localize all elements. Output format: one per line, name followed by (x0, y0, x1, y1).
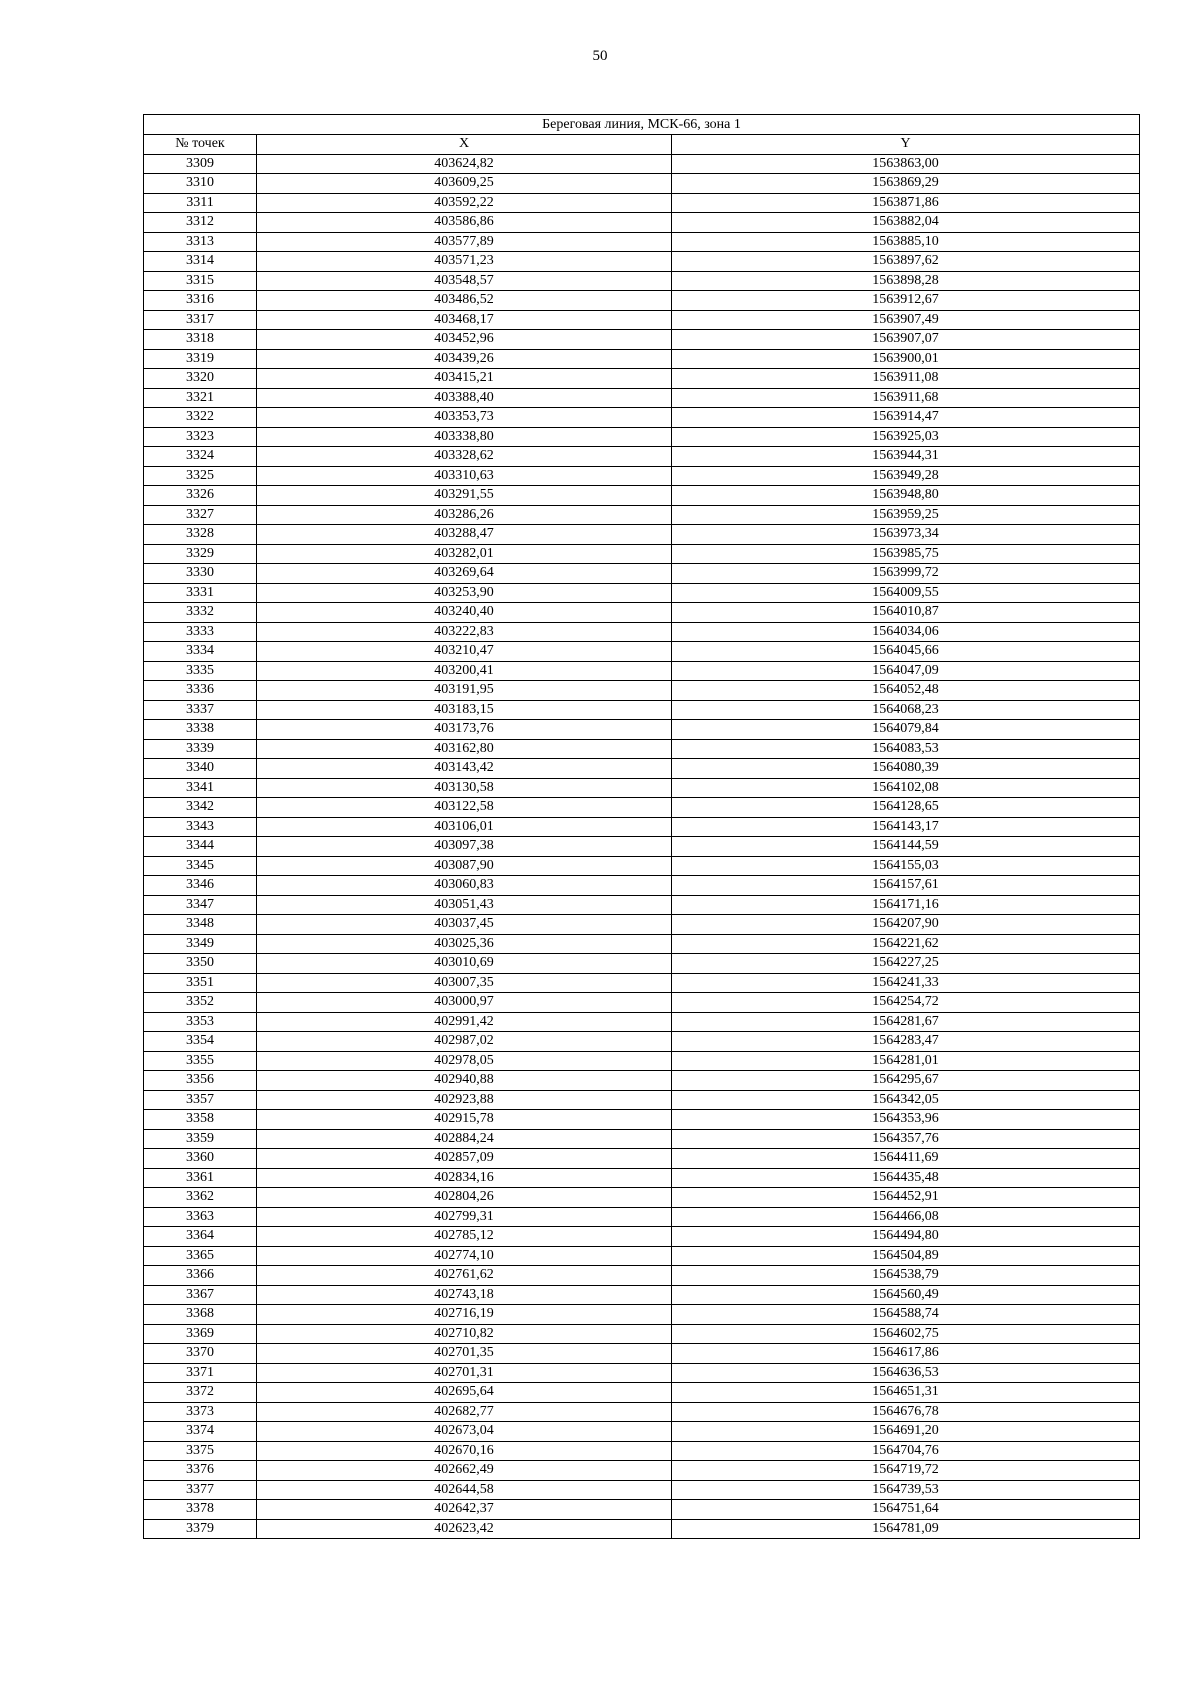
table-row (144, 154, 1140, 174)
x-coordinate-cell: 402785,12 (257, 1227, 672, 1247)
table-body (144, 154, 1140, 1539)
x-coordinate-cell: 402695,64 (257, 1383, 672, 1403)
x-coordinate-cell: 403353,73 (257, 408, 672, 428)
table-row (144, 232, 1140, 252)
y-coordinate-cell: 1564221,62 (672, 934, 1140, 954)
point-number-cell: 3313 (144, 232, 257, 252)
table-row (144, 1110, 1140, 1130)
x-coordinate-cell: 403240,40 (257, 603, 672, 623)
table-row (144, 349, 1140, 369)
y-coordinate-cell: 1564357,76 (672, 1129, 1140, 1149)
point-number-cell: 3343 (144, 817, 257, 837)
y-coordinate-cell: 1564452,91 (672, 1188, 1140, 1208)
x-coordinate-cell: 403122,58 (257, 798, 672, 818)
point-number-cell: 3339 (144, 739, 257, 759)
table-row (144, 1246, 1140, 1266)
table-row (144, 1441, 1140, 1461)
x-coordinate-cell: 403162,80 (257, 739, 672, 759)
y-coordinate-cell: 1564466,08 (672, 1207, 1140, 1227)
table-row (144, 934, 1140, 954)
y-coordinate-cell: 1564691,20 (672, 1422, 1140, 1442)
x-coordinate-cell: 403200,41 (257, 661, 672, 681)
point-number-cell: 3331 (144, 583, 257, 603)
y-coordinate-cell: 1563911,08 (672, 369, 1140, 389)
y-coordinate-cell: 1564207,90 (672, 915, 1140, 935)
table-row (144, 1149, 1140, 1169)
point-number-cell: 3369 (144, 1324, 257, 1344)
y-coordinate-cell: 1563973,34 (672, 525, 1140, 545)
x-coordinate-cell: 403097,38 (257, 837, 672, 857)
table-row (144, 720, 1140, 740)
point-number-cell: 3379 (144, 1519, 257, 1539)
x-coordinate-cell: 402940,88 (257, 1071, 672, 1091)
point-number-cell: 3346 (144, 876, 257, 896)
table-row (144, 193, 1140, 213)
point-number-cell: 3315 (144, 271, 257, 291)
table-row (144, 564, 1140, 584)
x-coordinate-cell: 403000,97 (257, 993, 672, 1013)
table-row (144, 1012, 1140, 1032)
table-row (144, 895, 1140, 915)
table-row (144, 1188, 1140, 1208)
y-coordinate-cell: 1564171,16 (672, 895, 1140, 915)
x-coordinate-cell: 402642,37 (257, 1500, 672, 1520)
x-coordinate-cell: 403328,62 (257, 447, 672, 467)
y-coordinate-cell: 1563898,28 (672, 271, 1140, 291)
y-coordinate-cell: 1563985,75 (672, 544, 1140, 564)
table-row (144, 174, 1140, 194)
point-number-cell: 3326 (144, 486, 257, 506)
table-row (144, 817, 1140, 837)
table-row (144, 1285, 1140, 1305)
table-row (144, 954, 1140, 974)
table-row (144, 427, 1140, 447)
y-coordinate-cell: 1564704,76 (672, 1441, 1140, 1461)
x-coordinate-cell: 402834,16 (257, 1168, 672, 1188)
x-coordinate-cell: 403282,01 (257, 544, 672, 564)
x-coordinate-cell: 403051,43 (257, 895, 672, 915)
point-number-cell: 3328 (144, 525, 257, 545)
y-coordinate-cell: 1564353,96 (672, 1110, 1140, 1130)
y-coordinate-cell: 1563949,28 (672, 466, 1140, 486)
point-number-cell: 3351 (144, 973, 257, 993)
point-number-cell: 3348 (144, 915, 257, 935)
y-coordinate-cell: 1564435,48 (672, 1168, 1140, 1188)
x-coordinate-cell: 403060,83 (257, 876, 672, 896)
point-number-cell: 3364 (144, 1227, 257, 1247)
x-coordinate-cell: 402987,02 (257, 1032, 672, 1052)
x-coordinate-cell: 402743,18 (257, 1285, 672, 1305)
point-number-cell: 3310 (144, 174, 257, 194)
x-coordinate-cell: 402804,26 (257, 1188, 672, 1208)
point-number-cell: 3333 (144, 622, 257, 642)
point-number-cell: 3350 (144, 954, 257, 974)
x-coordinate-cell: 403010,69 (257, 954, 672, 974)
point-number-cell: 3347 (144, 895, 257, 915)
x-coordinate-cell: 403338,80 (257, 427, 672, 447)
point-number-cell: 3371 (144, 1363, 257, 1383)
y-coordinate-cell: 1564009,55 (672, 583, 1140, 603)
y-coordinate-cell: 1563897,62 (672, 252, 1140, 272)
table-row (144, 1129, 1140, 1149)
x-coordinate-cell: 402978,05 (257, 1051, 672, 1071)
point-number-cell: 3319 (144, 349, 257, 369)
point-number-cell: 3370 (144, 1344, 257, 1364)
point-number-cell: 3309 (144, 154, 257, 174)
point-number-cell: 3342 (144, 798, 257, 818)
y-coordinate-cell: 1564047,09 (672, 661, 1140, 681)
x-coordinate-cell: 403210,47 (257, 642, 672, 662)
x-coordinate-cell: 403439,26 (257, 349, 672, 369)
point-number-cell: 3335 (144, 661, 257, 681)
x-coordinate-cell: 402716,19 (257, 1305, 672, 1325)
table-row (144, 583, 1140, 603)
page-number: 50 (592, 48, 608, 64)
y-coordinate-cell: 1564045,66 (672, 642, 1140, 662)
x-coordinate-cell: 402991,42 (257, 1012, 672, 1032)
x-coordinate-cell: 403007,35 (257, 973, 672, 993)
y-coordinate-cell: 1563944,31 (672, 447, 1140, 467)
point-number-cell: 3324 (144, 447, 257, 467)
y-coordinate-cell: 1563907,49 (672, 310, 1140, 330)
point-number-cell: 3322 (144, 408, 257, 428)
x-coordinate-cell: 402701,31 (257, 1363, 672, 1383)
table-row (144, 1383, 1140, 1403)
table-row (144, 856, 1140, 876)
y-coordinate-cell: 1564143,17 (672, 817, 1140, 837)
table-row (144, 291, 1140, 311)
x-coordinate-cell: 403577,89 (257, 232, 672, 252)
point-number-cell: 3352 (144, 993, 257, 1013)
point-number-cell: 3318 (144, 330, 257, 350)
point-number-cell: 3334 (144, 642, 257, 662)
x-coordinate-cell: 403609,25 (257, 174, 672, 194)
x-coordinate-cell: 403130,58 (257, 778, 672, 798)
x-coordinate-cell: 402884,24 (257, 1129, 672, 1149)
x-coordinate-cell: 403037,45 (257, 915, 672, 935)
y-coordinate-cell: 1563907,07 (672, 330, 1140, 350)
point-number-cell: 3359 (144, 1129, 257, 1149)
table-row (144, 466, 1140, 486)
x-coordinate-cell: 403286,26 (257, 505, 672, 525)
point-number-cell: 3357 (144, 1090, 257, 1110)
table-row (144, 1363, 1140, 1383)
table-row (144, 544, 1140, 564)
y-coordinate-cell: 1563999,72 (672, 564, 1140, 584)
y-coordinate-cell: 1564560,49 (672, 1285, 1140, 1305)
table-row (144, 681, 1140, 701)
table-row (144, 271, 1140, 291)
x-coordinate-cell: 403173,76 (257, 720, 672, 740)
y-coordinate-cell: 1564602,75 (672, 1324, 1140, 1344)
table-row (144, 1266, 1140, 1286)
x-coordinate-cell: 402774,10 (257, 1246, 672, 1266)
y-coordinate-cell: 1563948,80 (672, 486, 1140, 506)
point-number-cell: 3349 (144, 934, 257, 954)
x-coordinate-cell: 402857,09 (257, 1149, 672, 1169)
y-coordinate-cell: 1564010,87 (672, 603, 1140, 623)
x-coordinate-cell: 403222,83 (257, 622, 672, 642)
coordinates-table (143, 114, 1140, 1539)
point-number-cell: 3332 (144, 603, 257, 623)
x-coordinate-cell: 403571,23 (257, 252, 672, 272)
x-coordinate-cell: 403310,63 (257, 466, 672, 486)
y-coordinate-cell: 1563925,03 (672, 427, 1140, 447)
y-coordinate-cell: 1564254,72 (672, 993, 1140, 1013)
table-row (144, 661, 1140, 681)
y-coordinate-cell: 1564588,74 (672, 1305, 1140, 1325)
table-row (144, 1051, 1140, 1071)
table-row (144, 739, 1140, 759)
point-number-cell: 3353 (144, 1012, 257, 1032)
x-coordinate-cell: 402662,49 (257, 1461, 672, 1481)
table-row (144, 525, 1140, 545)
y-coordinate-cell: 1564283,47 (672, 1032, 1140, 1052)
x-coordinate-cell: 403253,90 (257, 583, 672, 603)
x-coordinate-cell: 402682,77 (257, 1402, 672, 1422)
y-coordinate-cell: 1564719,72 (672, 1461, 1140, 1481)
x-coordinate-cell: 403183,15 (257, 700, 672, 720)
point-number-cell: 3345 (144, 856, 257, 876)
table-row (144, 993, 1140, 1013)
x-coordinate-cell: 403269,64 (257, 564, 672, 584)
y-coordinate-cell: 1564739,53 (672, 1480, 1140, 1500)
table-row (144, 973, 1140, 993)
table-row (144, 1032, 1140, 1052)
y-coordinate-cell: 1564083,53 (672, 739, 1140, 759)
x-coordinate-cell: 402710,82 (257, 1324, 672, 1344)
table-row (144, 486, 1140, 506)
point-number-cell: 3327 (144, 505, 257, 525)
point-number-cell: 3329 (144, 544, 257, 564)
y-coordinate-cell: 1563911,68 (672, 388, 1140, 408)
point-number-cell: 3373 (144, 1402, 257, 1422)
y-coordinate-cell: 1564281,67 (672, 1012, 1140, 1032)
y-coordinate-cell: 1564781,09 (672, 1519, 1140, 1539)
table-row (144, 1500, 1140, 1520)
table-row (144, 1305, 1140, 1325)
point-number-cell: 3363 (144, 1207, 257, 1227)
table-row (144, 1480, 1140, 1500)
y-coordinate-cell: 1564052,48 (672, 681, 1140, 701)
column-header-point-number: № точек (144, 135, 257, 155)
x-coordinate-cell: 403415,21 (257, 369, 672, 389)
table-row (144, 778, 1140, 798)
table-row (144, 1461, 1140, 1481)
x-coordinate-cell: 403388,40 (257, 388, 672, 408)
x-coordinate-cell: 402799,31 (257, 1207, 672, 1227)
table-row (144, 915, 1140, 935)
table-row (144, 622, 1140, 642)
y-coordinate-cell: 1564080,39 (672, 759, 1140, 779)
y-coordinate-cell: 1564102,08 (672, 778, 1140, 798)
y-coordinate-cell: 1563959,25 (672, 505, 1140, 525)
x-coordinate-cell: 402761,62 (257, 1266, 672, 1286)
point-number-cell: 3338 (144, 720, 257, 740)
y-coordinate-cell: 1564651,31 (672, 1383, 1140, 1403)
point-number-cell: 3366 (144, 1266, 257, 1286)
x-coordinate-cell: 403592,22 (257, 193, 672, 213)
table-row (144, 1324, 1140, 1344)
point-number-cell: 3378 (144, 1500, 257, 1520)
y-coordinate-cell: 1564751,64 (672, 1500, 1140, 1520)
y-coordinate-cell: 1564281,01 (672, 1051, 1140, 1071)
table-row (144, 1422, 1140, 1442)
point-number-cell: 3330 (144, 564, 257, 584)
x-coordinate-cell: 402623,42 (257, 1519, 672, 1539)
y-coordinate-cell: 1564227,25 (672, 954, 1140, 974)
y-coordinate-cell: 1563912,67 (672, 291, 1140, 311)
table-row (144, 1090, 1140, 1110)
table-row (144, 505, 1140, 525)
table-row (144, 1071, 1140, 1091)
y-coordinate-cell: 1563900,01 (672, 349, 1140, 369)
y-coordinate-cell: 1564676,78 (672, 1402, 1140, 1422)
point-number-cell: 3323 (144, 427, 257, 447)
point-number-cell: 3367 (144, 1285, 257, 1305)
x-coordinate-cell: 402915,78 (257, 1110, 672, 1130)
y-coordinate-cell: 1563863,00 (672, 154, 1140, 174)
point-number-cell: 3336 (144, 681, 257, 701)
point-number-cell: 3312 (144, 213, 257, 233)
x-coordinate-cell: 403291,55 (257, 486, 672, 506)
table-row (144, 700, 1140, 720)
y-coordinate-cell: 1564538,79 (672, 1266, 1140, 1286)
y-coordinate-cell: 1564342,05 (672, 1090, 1140, 1110)
x-coordinate-cell: 403486,52 (257, 291, 672, 311)
y-coordinate-cell: 1564241,33 (672, 973, 1140, 993)
point-number-cell: 3314 (144, 252, 257, 272)
y-coordinate-cell: 1563869,29 (672, 174, 1140, 194)
y-coordinate-cell: 1564128,65 (672, 798, 1140, 818)
table-row (144, 798, 1140, 818)
point-number-cell: 3340 (144, 759, 257, 779)
y-coordinate-cell: 1563914,47 (672, 408, 1140, 428)
y-coordinate-cell: 1564504,89 (672, 1246, 1140, 1266)
point-number-cell: 3377 (144, 1480, 257, 1500)
table-row (144, 1519, 1140, 1539)
x-coordinate-cell: 403468,17 (257, 310, 672, 330)
column-header-x: X (257, 135, 672, 155)
y-coordinate-cell: 1564068,23 (672, 700, 1140, 720)
point-number-cell: 3317 (144, 310, 257, 330)
y-coordinate-cell: 1564079,84 (672, 720, 1140, 740)
point-number-cell: 3325 (144, 466, 257, 486)
x-coordinate-cell: 402701,35 (257, 1344, 672, 1364)
table-row (144, 1402, 1140, 1422)
table-row (144, 447, 1140, 467)
table-row (144, 388, 1140, 408)
table-title: Береговая линия, МСК-66, зона 1 (144, 115, 1140, 135)
table-row (144, 1227, 1140, 1247)
point-number-cell: 3362 (144, 1188, 257, 1208)
point-number-cell: 3311 (144, 193, 257, 213)
point-number-cell: 3358 (144, 1110, 257, 1130)
y-coordinate-cell: 1564411,69 (672, 1149, 1140, 1169)
table-row (144, 642, 1140, 662)
point-number-cell: 3320 (144, 369, 257, 389)
table-row (144, 252, 1140, 272)
point-number-cell: 3316 (144, 291, 257, 311)
x-coordinate-cell: 403586,86 (257, 213, 672, 233)
x-coordinate-cell: 403191,95 (257, 681, 672, 701)
x-coordinate-cell: 403025,36 (257, 934, 672, 954)
table-row (144, 310, 1140, 330)
table-row (144, 876, 1140, 896)
point-number-cell: 3372 (144, 1383, 257, 1403)
x-coordinate-cell: 403106,01 (257, 817, 672, 837)
table-row (144, 408, 1140, 428)
point-number-cell: 3355 (144, 1051, 257, 1071)
x-coordinate-cell: 403452,96 (257, 330, 672, 350)
point-number-cell: 3356 (144, 1071, 257, 1091)
point-number-cell: 3341 (144, 778, 257, 798)
table-row (144, 759, 1140, 779)
table-row (144, 1207, 1140, 1227)
table-row (144, 213, 1140, 233)
y-coordinate-cell: 1564295,67 (672, 1071, 1140, 1091)
y-coordinate-cell: 1564636,53 (672, 1363, 1140, 1383)
x-coordinate-cell: 403087,90 (257, 856, 672, 876)
x-coordinate-cell: 403548,57 (257, 271, 672, 291)
y-coordinate-cell: 1564617,86 (672, 1344, 1140, 1364)
x-coordinate-cell: 403624,82 (257, 154, 672, 174)
table-row (144, 1344, 1140, 1364)
point-number-cell: 3375 (144, 1441, 257, 1461)
x-coordinate-cell: 403288,47 (257, 525, 672, 545)
point-number-cell: 3337 (144, 700, 257, 720)
y-coordinate-cell: 1564494,80 (672, 1227, 1140, 1247)
x-coordinate-cell: 402670,16 (257, 1441, 672, 1461)
y-coordinate-cell: 1564144,59 (672, 837, 1140, 857)
point-number-cell: 3365 (144, 1246, 257, 1266)
x-coordinate-cell: 402644,58 (257, 1480, 672, 1500)
column-header-y: Y (672, 135, 1140, 155)
y-coordinate-cell: 1564155,03 (672, 856, 1140, 876)
y-coordinate-cell: 1564157,61 (672, 876, 1140, 896)
point-number-cell: 3376 (144, 1461, 257, 1481)
point-number-cell: 3361 (144, 1168, 257, 1188)
table-row (144, 330, 1140, 350)
y-coordinate-cell: 1563882,04 (672, 213, 1140, 233)
point-number-cell: 3321 (144, 388, 257, 408)
x-coordinate-cell: 402923,88 (257, 1090, 672, 1110)
table-row (144, 369, 1140, 389)
y-coordinate-cell: 1563885,10 (672, 232, 1140, 252)
point-number-cell: 3368 (144, 1305, 257, 1325)
table-row (144, 603, 1140, 623)
y-coordinate-cell: 1564034,06 (672, 622, 1140, 642)
table-row (144, 1168, 1140, 1188)
x-coordinate-cell: 403143,42 (257, 759, 672, 779)
point-number-cell: 3374 (144, 1422, 257, 1442)
point-number-cell: 3360 (144, 1149, 257, 1169)
y-coordinate-cell: 1563871,86 (672, 193, 1140, 213)
point-number-cell: 3354 (144, 1032, 257, 1052)
point-number-cell: 3344 (144, 837, 257, 857)
x-coordinate-cell: 402673,04 (257, 1422, 672, 1442)
table-row (144, 837, 1140, 857)
